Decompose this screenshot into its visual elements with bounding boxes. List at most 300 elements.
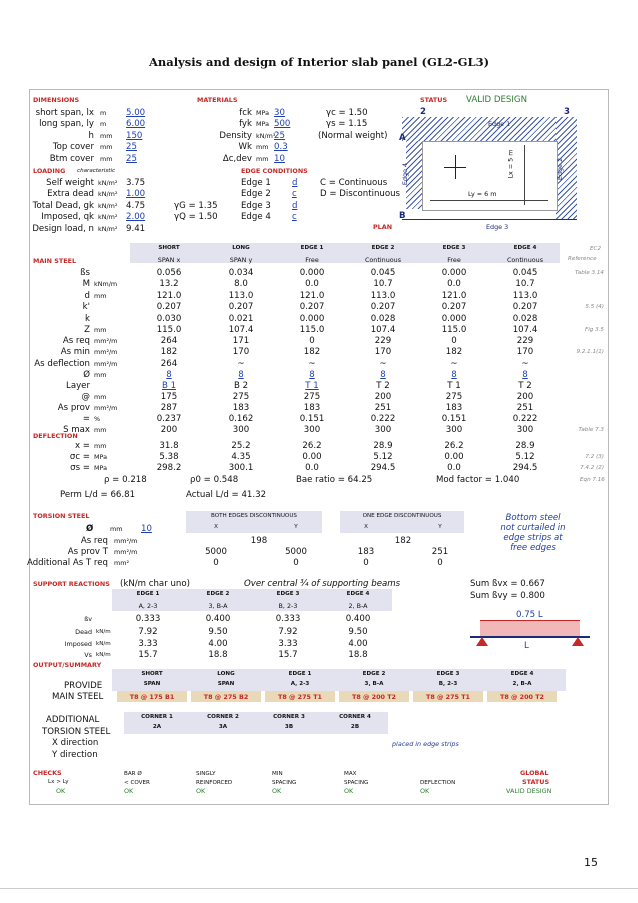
output-value: T8 @ 200 T2: [351, 693, 397, 701]
main-cell: 107.4: [228, 325, 254, 335]
edge-1-hatch: [402, 117, 560, 141]
edge-condition-label: Edge 2: [241, 189, 271, 199]
support-unit: (kN/m char uno): [120, 579, 190, 589]
main-cell: 0.056: [156, 268, 182, 278]
plan-corner-3: 3: [564, 107, 570, 117]
dimension-unit: m: [100, 120, 107, 128]
loading-unit: kN/m²: [98, 190, 118, 198]
deflection-header: DEFLECTION: [33, 432, 78, 440]
dimension-unit: mm: [100, 132, 113, 140]
corner-header: CORNER 1: [141, 714, 173, 720]
main-cell: ~: [379, 359, 387, 369]
cdev-label: Δc,dev: [222, 154, 252, 164]
main-cell: 0.0: [305, 463, 319, 473]
main-cell: ~: [308, 359, 316, 369]
main-row-label: σs =: [70, 463, 90, 473]
main-cell: 8.0: [234, 279, 248, 289]
diagram-top-label: 0.75 L: [516, 610, 543, 620]
main-row-label: @: [81, 392, 90, 402]
main-cell: T 2: [376, 381, 390, 391]
torsion-one-x: X: [364, 524, 368, 530]
torsion-note-4: free edges: [510, 543, 556, 553]
main-row-label: As deflection: [34, 359, 90, 369]
torsion-one-header: ONE EDGE DISCONTINUOUS: [362, 513, 442, 519]
main-cell: T 1: [447, 381, 461, 391]
main-row-label: x =: [74, 441, 90, 451]
output-value: T8 @ 200 T2: [499, 693, 545, 701]
fck-unit: MPa: [256, 109, 269, 117]
torsion-additional-both-y: 0: [293, 558, 299, 568]
main-cell: 182: [445, 347, 463, 357]
fyk-unit: MPa: [256, 120, 269, 128]
main-row-unit: mm²/m: [94, 348, 118, 356]
fyk-label: fyk: [239, 119, 252, 129]
main-cell: 0.045: [370, 268, 396, 278]
support-cell: 15.7: [138, 650, 158, 660]
support-row-label: Imposed: [64, 640, 92, 648]
main-cell: 113.0: [228, 291, 254, 301]
main-cell: 0.00: [302, 452, 322, 462]
check-subtitle: REINFORCED: [196, 780, 233, 786]
main-cell[interactable]: 8: [166, 370, 172, 380]
gamma-c: γc = 1.50: [326, 108, 368, 118]
torsion-asprov-one-y: 251: [431, 547, 449, 557]
reference-cell: Table 7.3: [578, 427, 604, 433]
edge-condition-label: Edge 3: [241, 201, 271, 211]
main-cell[interactable]: 8: [380, 370, 386, 380]
loading-label: Imposed, qk: [41, 212, 94, 222]
main-subcolumn-header: Continuous: [364, 256, 402, 264]
reference-cell: Table 3.14: [574, 270, 604, 276]
support-column-header: EDGE 3: [276, 591, 300, 597]
page-title: Analysis and design of Interior slab panel (GL2-GL3): [148, 55, 490, 69]
loading-unit: kN/m²: [98, 213, 118, 221]
support-column-header: EDGE 2: [206, 591, 230, 597]
main-cell: 0.237: [156, 414, 182, 424]
main-cell: 0.0: [447, 463, 461, 473]
axis-cross-h: [444, 167, 466, 168]
torsion-asreq-label: As req: [80, 536, 108, 546]
main-cell: 0.207: [299, 302, 325, 312]
torsion-additional-one-x: 0: [363, 558, 369, 568]
dimension-input[interactable]: 5.00: [126, 108, 146, 118]
load-block: [480, 620, 580, 637]
loading-label: Self weight: [46, 178, 94, 188]
edge-3-line: [402, 219, 577, 220]
torsion-both-header: BOTH EDGES DISCONTINUOUS: [211, 513, 297, 519]
support-cell: 0.333: [135, 614, 161, 624]
main-column-header: LONG: [232, 245, 250, 251]
page-number: 15: [584, 856, 598, 869]
main-row-unit: mm: [94, 442, 107, 450]
ec2-label: EC2: [590, 246, 601, 252]
corner-header: CORNER 4: [339, 714, 371, 720]
plan-ly-label: Ly = 6 m: [468, 190, 497, 198]
plan-label: PLAN: [373, 223, 393, 231]
legend-continuous: C = Continuous: [320, 178, 388, 188]
dimension-unit: m: [100, 109, 107, 117]
check-status: OK: [420, 787, 430, 795]
main-cell: 0: [309, 336, 315, 346]
support-row-unit: kN/m: [96, 652, 111, 658]
output-header: OUTPUT/SUMMARY: [33, 661, 102, 669]
main-cell: 0.207: [512, 302, 538, 312]
main-cell: T 2: [518, 381, 532, 391]
main-subcolumn-header: Continuous: [506, 256, 544, 264]
main-cell: 25.2: [231, 441, 251, 451]
main-cell: 10.7: [515, 279, 535, 289]
main-cell: 200: [516, 392, 534, 402]
main-cell: ~: [521, 359, 529, 369]
main-cell: 115.0: [299, 325, 325, 335]
support-subcolumn-header: 3, B-A: [208, 602, 228, 610]
main-cell: 5.12: [373, 452, 393, 462]
main-cell: 171: [232, 336, 250, 346]
main-row-label: M: [82, 279, 90, 289]
main-row-unit: mm: [94, 426, 107, 434]
edge-condition-input[interactable]: d: [292, 178, 298, 188]
perm-ld: Perm L/d = 66.81: [60, 490, 136, 500]
output-torsion-steel: TORSION STEEL: [42, 727, 111, 737]
main-cell[interactable]: 8: [522, 370, 528, 380]
support-cell: 3.33: [138, 639, 158, 649]
main-cell: 0.162: [228, 414, 254, 424]
main-cell: 170: [374, 347, 392, 357]
check-title: MIN: [272, 771, 283, 777]
support-over-note: Over central ¾ of supporting beams: [244, 579, 401, 589]
output-value: T8 @ 275 T1: [425, 693, 471, 701]
main-cell: 0.207: [441, 302, 467, 312]
dimension-input[interactable]: 150: [126, 131, 143, 141]
support-cell: 4.00: [208, 639, 228, 649]
actual-ld: Actual L/d = 41.32: [186, 490, 267, 500]
main-row-unit: mm²/m: [94, 360, 118, 368]
main-cell: 0.222: [512, 414, 538, 424]
support-cell: 15.7: [278, 650, 298, 660]
support-cell: 4.00: [348, 639, 368, 649]
torsion-one-y: Y: [438, 524, 442, 530]
loading-label: Design load, n: [32, 224, 94, 234]
edge-condition-label: Edge 4: [241, 212, 271, 222]
support-row-label: Vs: [84, 651, 92, 659]
mod-factor: Mod factor = 1.040: [436, 475, 520, 485]
plan-edge-4-label: Edge 4: [401, 162, 410, 186]
support-cell: 0.400: [205, 614, 231, 624]
main-row-unit: mm: [94, 393, 107, 401]
plan-edge-2-label: Edge 2: [556, 157, 565, 181]
main-cell[interactable]: B 1: [161, 381, 177, 391]
main-cell: 4.35: [231, 452, 251, 462]
reference-cell: 5.5 (4): [585, 304, 604, 310]
main-row-unit: mm²/m: [94, 404, 118, 412]
check-status: OK: [272, 787, 282, 795]
main-cell: 121.0: [441, 291, 467, 301]
main-cell: 26.2: [302, 441, 322, 451]
main-cell: 275: [445, 392, 463, 402]
support-cell: 0.333: [275, 614, 301, 624]
main-cell: 300: [445, 425, 463, 435]
support-header: SUPPORT REACTIONS: [33, 580, 110, 588]
main-cell: 0.028: [512, 314, 538, 324]
main-cell: 264: [160, 336, 178, 346]
dimension-unit: mm: [100, 143, 113, 151]
output-additional: ADDITIONAL: [46, 715, 100, 725]
main-column-header: EDGE 2: [371, 245, 395, 251]
dimension-label: long span, ly: [39, 119, 94, 129]
loading-unit: kN/m²: [98, 225, 118, 233]
plan-corner-a: A: [399, 133, 406, 143]
main-row-unit: kNm/m: [94, 280, 118, 288]
loading-unit: kN/m²: [98, 179, 118, 187]
torsion-additional-both-x: 0: [213, 558, 219, 568]
main-subcolumn-header: SPAN x: [157, 256, 181, 264]
main-cell: ~: [237, 359, 245, 369]
check-subtitle: SPACING: [272, 780, 297, 786]
main-row-unit: mm²/m: [94, 337, 118, 345]
rho0-value: ρ0 = 0.548: [190, 475, 239, 485]
support-cell: 7.92: [278, 627, 298, 637]
dimension-input[interactable]: 25: [126, 142, 137, 152]
torsion-additional-unit: mm²: [114, 559, 130, 567]
fyk-input[interactable]: 500: [274, 119, 291, 129]
main-cell: 0.000: [441, 268, 467, 278]
check-status: OK: [196, 787, 206, 795]
main-cell: 251: [516, 403, 534, 413]
fck-label: fck: [239, 108, 252, 118]
main-cell: 5.38: [159, 452, 179, 462]
loading-value: 4.75: [126, 201, 146, 211]
dimension-input[interactable]: 6.00: [126, 119, 146, 129]
output-value: T8 @ 275 T1: [277, 693, 323, 701]
torsion-dia-input[interactable]: 10: [141, 524, 152, 534]
main-row-unit: MPa: [94, 464, 107, 472]
plan-corner-b: B: [399, 211, 406, 221]
support-subcolumn-header: B, 2-3: [278, 602, 298, 610]
corner-value: 2A: [152, 724, 162, 730]
main-row-label: As min: [60, 347, 90, 357]
output-value: T8 @ 175 B1: [129, 693, 175, 701]
main-cell: 170: [232, 347, 250, 357]
corner-header: CORNER 2: [207, 714, 239, 720]
torsion-asprov-both-x: 5000: [205, 547, 227, 557]
support-row-unit: kN/m: [96, 641, 111, 647]
main-row-label: σc =: [69, 452, 90, 462]
torsion-asprov-unit: mm²/m: [114, 548, 138, 556]
main-cell: 275: [232, 392, 250, 402]
main-cell: 300.1: [228, 463, 254, 473]
main-cell: 0.000: [299, 268, 325, 278]
plan-edge-1-label: Edge 1: [488, 120, 511, 128]
support-cell: 9.50: [208, 627, 228, 637]
main-cell[interactable]: 8: [238, 370, 244, 380]
main-cell: 5.12: [515, 452, 535, 462]
dimension-label: Btm cover: [49, 154, 94, 164]
dimension-input[interactable]: 25: [126, 154, 137, 164]
support-row-label: ßv: [84, 615, 92, 623]
check-status: OK: [56, 787, 66, 795]
corner-value: 3B: [284, 724, 294, 730]
output-y-direction: Y direction: [52, 750, 98, 760]
main-row-label: Ø: [83, 370, 90, 380]
plan-corner-2: 2: [420, 107, 426, 117]
placed-note: placed in edge strips: [392, 740, 459, 748]
main-cell[interactable]: T 1: [305, 381, 319, 391]
main-cell: 0: [451, 336, 457, 346]
loading-label: Total Dead, gk: [32, 201, 94, 211]
torsion-asreq-unit: mm²/m: [114, 537, 138, 545]
dimension-label: short span, lx: [35, 108, 94, 118]
dimension-label: Top cover: [52, 142, 94, 152]
torsion-both-y: Y: [294, 524, 298, 530]
gamma-q-text: γQ = 1.50: [174, 212, 218, 222]
main-cell: 0.207: [228, 302, 254, 312]
dimension-label: h: [88, 131, 94, 141]
support-cell: 18.8: [348, 650, 368, 660]
output-column-header: EDGE 3: [436, 671, 460, 677]
main-cell: 28.9: [373, 441, 393, 451]
main-cell: 0.207: [156, 302, 182, 312]
wk-input[interactable]: 0.3: [274, 142, 288, 152]
reference-label: Reference: [568, 256, 597, 262]
status-label: STATUS: [420, 96, 448, 104]
density-input[interactable]: 25: [274, 131, 285, 141]
diagram-bottom-label: L: [524, 641, 529, 651]
main-cell: 0.0: [305, 279, 319, 289]
main-column-header: SHORT: [158, 245, 180, 251]
main-cell: 0.222: [370, 414, 396, 424]
density-note: (Normal weight): [318, 131, 388, 141]
global-label: GLOBAL: [520, 769, 549, 777]
corner-value: 3A: [218, 724, 228, 730]
gamma-s: γs = 1.15: [326, 119, 368, 129]
main-cell: 300: [232, 425, 250, 435]
main-row-label: As prov: [57, 403, 90, 413]
main-row-label: =: [82, 414, 90, 424]
main-cell: 183: [232, 403, 250, 413]
main-cell: 121.0: [299, 291, 325, 301]
main-cell: 0.045: [512, 268, 538, 278]
main-row-unit: mm: [94, 326, 107, 334]
reference-cell: Fig 3.5: [585, 327, 604, 333]
torsion-additional-label: Additional As T req: [26, 558, 108, 568]
corner-value: 2B: [350, 724, 360, 730]
main-column-header: EDGE 3: [442, 245, 466, 251]
main-cell: 275: [303, 392, 321, 402]
corner-header: CORNER 3: [273, 714, 305, 720]
torsion-asreq-both: 198: [250, 536, 268, 546]
main-subcolumn-header: Free: [447, 256, 461, 264]
main-column-header: EDGE 1: [300, 245, 324, 251]
torsion-dia-label: Ø: [86, 524, 94, 534]
torsion-dia-unit: mm: [110, 525, 123, 533]
output-value: T8 @ 275 B2: [203, 693, 249, 701]
main-cell: 0.034: [228, 268, 254, 278]
loading-value: 3.75: [126, 178, 146, 188]
main-cell[interactable]: 8: [451, 370, 457, 380]
main-cell: 0.00: [444, 452, 464, 462]
main-cell: 107.4: [512, 325, 538, 335]
main-cell: 200: [160, 425, 178, 435]
cdev-unit: mm: [256, 155, 269, 163]
main-column-header: EDGE 4: [513, 245, 537, 251]
loading-value[interactable]: 1.00: [126, 189, 146, 199]
output-column-header: EDGE 1: [288, 671, 312, 677]
main-cell: 182: [303, 347, 321, 357]
main-row-label: d: [84, 291, 90, 301]
dimensions-header: DIMENSIONS: [33, 96, 80, 104]
support-row-unit: kN/m: [96, 629, 111, 635]
output-x-direction: X direction: [52, 738, 99, 748]
output-column-header: SHORT: [141, 671, 163, 677]
main-cell: 294.5: [370, 463, 396, 473]
edge-condition-input[interactable]: c: [292, 189, 297, 199]
edge-condition-input[interactable]: c: [292, 212, 297, 222]
main-row-label: k': [82, 302, 90, 312]
main-row-unit: %: [94, 415, 101, 423]
global-status-value: VALID DESIGN: [506, 787, 552, 795]
legend-discontinuous: D = Discontinuous: [320, 189, 401, 199]
torsion-both-x: X: [214, 524, 218, 530]
main-subcolumn-header: Free: [305, 256, 319, 264]
main-cell: 0.030: [156, 314, 182, 324]
support-subcolumn-header: 2, B-A: [348, 602, 368, 610]
main-cell: 0.151: [441, 414, 467, 424]
main-cell: 300: [516, 425, 534, 435]
main-cell: 0.021: [228, 314, 254, 324]
main-cell: 113.0: [370, 291, 396, 301]
check-subtitle: SPACING: [344, 780, 369, 786]
main-cell: 115.0: [441, 325, 467, 335]
main-cell: 200: [374, 392, 392, 402]
main-cell: 170: [516, 347, 534, 357]
main-row-label: As req: [62, 336, 90, 346]
cdev-input[interactable]: 10: [274, 154, 285, 164]
main-cell[interactable]: 8: [309, 370, 315, 380]
plan-lx-label: Lx = 5 m: [506, 149, 515, 179]
edge-condition-label: Edge 1: [241, 178, 271, 188]
main-cell: B 2: [233, 381, 249, 391]
loading-value[interactable]: 2.00: [126, 212, 146, 222]
check-status: OK: [344, 787, 354, 795]
check-title: MAX: [344, 771, 357, 777]
fck-input[interactable]: 30: [274, 108, 285, 118]
gamma-g-text: γG = 1.35: [174, 201, 218, 211]
torsion-note-3: edge strips at: [503, 533, 563, 543]
main-cell: 229: [374, 336, 392, 346]
output-subcolumn-header: A, 2-3: [290, 681, 310, 687]
left-support-icon: [476, 637, 488, 646]
check-subtitle: DEFLECTION: [420, 780, 456, 786]
torsion-note-2: not curtailed in: [500, 523, 566, 533]
edge-condition-input[interactable]: d: [292, 201, 298, 211]
main-cell: 10.7: [373, 279, 393, 289]
support-cell: 0.400: [345, 614, 371, 624]
main-cell: 0.000: [299, 314, 325, 324]
main-cell: 121.0: [156, 291, 182, 301]
main-cell: 13.2: [159, 279, 179, 289]
sum-bvx: Sum ßvx = 0.667: [470, 579, 545, 589]
global-status-label: STATUS: [522, 778, 550, 786]
main-subcolumn-header: SPAN y: [229, 256, 253, 264]
main-cell: 183: [445, 403, 463, 413]
plan-edge-3-label: Edge 3: [486, 223, 509, 231]
reference-cell: 9.2.1.1(1): [576, 349, 604, 355]
main-cell: 264: [160, 359, 178, 369]
main-cell: 298.2: [156, 463, 182, 473]
main-cell: 113.0: [512, 291, 538, 301]
right-support-icon: [572, 637, 584, 646]
main-cell: 300: [374, 425, 392, 435]
